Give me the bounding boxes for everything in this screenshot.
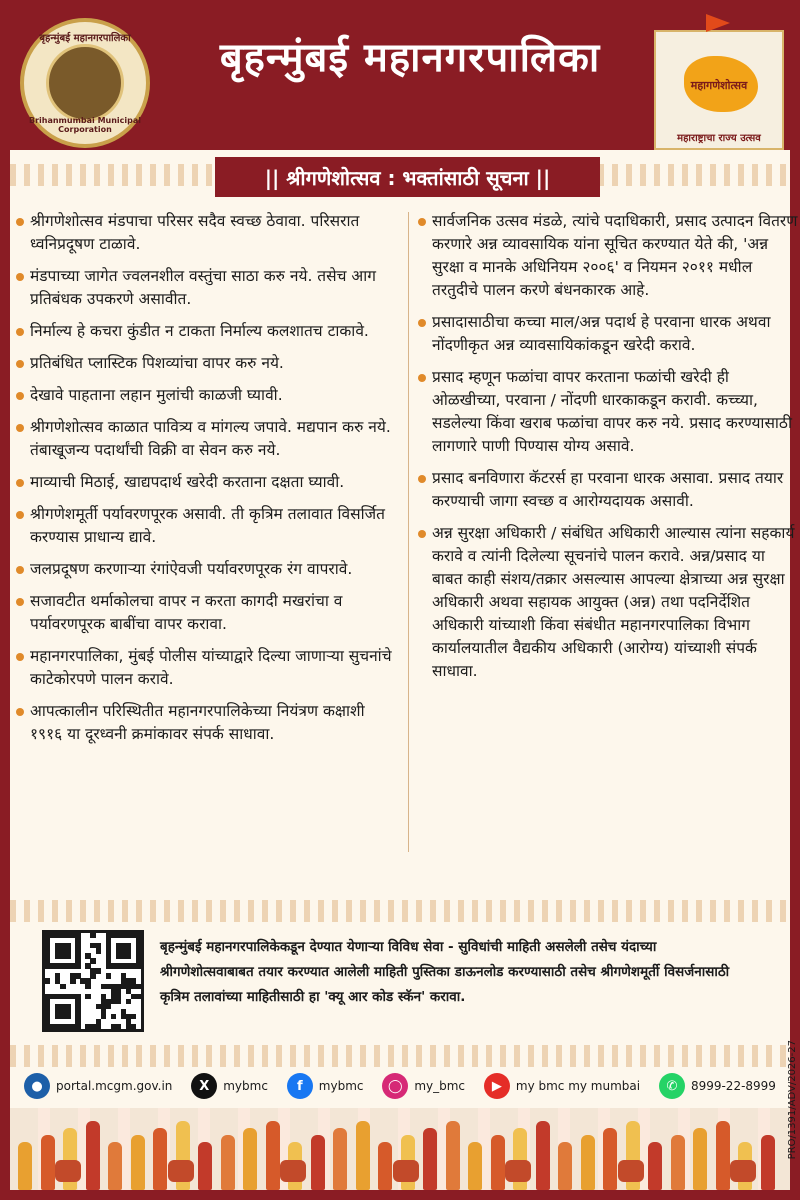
dhol-drum-icon bbox=[55, 1160, 81, 1182]
youtube-link[interactable] bbox=[484, 1073, 640, 1099]
facebook-link[interactable] bbox=[287, 1073, 364, 1099]
qr-module bbox=[106, 1004, 111, 1009]
qr-module bbox=[106, 973, 111, 978]
decorative-border bbox=[10, 1045, 790, 1067]
instagram-link[interactable] bbox=[382, 1073, 465, 1099]
notice-item: प्रसाद बनविणारा कॅटरर्स हा परवाना धारक असावा. प्रसाद तयार करण्याची जागा स्वच्छ व आरोग्यदायक असावी. bbox=[418, 467, 800, 513]
qr-module bbox=[136, 994, 141, 999]
notice-item: सार्वजनिक उत्सव मंडळे, त्यांचे पदाधिकारी, प्रसाद उत्पादन वितरण करणारे अन्न व्यावसायिक यांना सूचित करण्यात येते की, 'अन्न सुरक्षा व मानके अधिनियम २००६' व नियमन २०११ मधील तरतुदीचे पालन करणे बंधनकारक आहे. bbox=[418, 210, 800, 302]
notice-item: श्रीगणेशोत्सव काळात पावित्र्य व मांगल्य जपावे. मद्यपान करु नये. तंबाखूजन्य पदार्थांची विक्री वा सेवन करु नये. bbox=[16, 416, 398, 462]
column-divider bbox=[408, 212, 409, 852]
fest-logo-tagline: महाराष्ट्राचा राज्य उत्सव bbox=[677, 133, 761, 144]
qr-module bbox=[96, 968, 101, 973]
qr-module bbox=[65, 953, 70, 958]
dancer-figure bbox=[536, 1121, 550, 1190]
notice-item: महानगरपालिका, मुंबई पोलीस यांच्याद्वारे दिल्या जाणाऱ्या सुचनांचे काटेकोरपणे पालन करावे. bbox=[16, 645, 398, 691]
left-list bbox=[16, 210, 398, 746]
dancer-figure bbox=[153, 1128, 167, 1190]
dancer-figure bbox=[41, 1135, 55, 1190]
emblem-shield-icon bbox=[46, 44, 124, 122]
ganeshotsav-logo bbox=[654, 30, 784, 150]
dancer-figure bbox=[693, 1128, 707, 1190]
qr-module bbox=[126, 999, 131, 1004]
notice-item: देखावे पाहताना लहान मुलांची काळजी घ्यावी. bbox=[16, 384, 398, 407]
right-column bbox=[418, 210, 800, 692]
youtube-label: my bmc my mumbai bbox=[515, 1079, 641, 1093]
dhol-drum-icon bbox=[505, 1160, 531, 1182]
emblem-bottom-text: Brihanmumbai Municipal Corporation bbox=[28, 116, 142, 134]
qr-module bbox=[136, 984, 141, 989]
qr-module bbox=[75, 1024, 80, 1029]
dancer-figure bbox=[648, 1142, 662, 1190]
dancer-figure bbox=[558, 1142, 572, 1190]
qr-section bbox=[30, 925, 770, 1040]
qr-module bbox=[126, 953, 131, 958]
whatsapp-link[interactable] bbox=[659, 1073, 776, 1099]
qr-module bbox=[60, 984, 65, 989]
notice-item: श्रीगणेशोत्सव मंडपाचा परिसर सदैव स्वच्छ ठेवावा. परिसरात ध्वनिप्रदूषण टाळावे. bbox=[16, 210, 398, 256]
qr-module bbox=[90, 973, 95, 978]
facebook-icon: f bbox=[287, 1073, 313, 1099]
qr-module bbox=[111, 1014, 116, 1019]
notice-title: || श्रीगणेशोत्सव : भक्तांसाठी सूचना || bbox=[215, 157, 600, 197]
x-label: mybmc bbox=[223, 1079, 268, 1093]
dancer-figure bbox=[198, 1142, 212, 1190]
portal-label: portal.mcgm.gov.in bbox=[56, 1079, 173, 1093]
portal-link[interactable] bbox=[24, 1073, 172, 1099]
qr-module bbox=[96, 1024, 101, 1029]
qr-module bbox=[65, 1014, 70, 1019]
qr-module bbox=[101, 1014, 106, 1019]
dancer-figure bbox=[491, 1135, 505, 1190]
dancer-figure bbox=[333, 1128, 347, 1190]
right-list bbox=[418, 210, 800, 683]
qr-module bbox=[136, 963, 141, 968]
notice-item: आपत्कालीन परिस्थितीत महानगरपालिकेच्या नियंत्रण कक्षाशी १९१६ या दूरध्वनी क्रमांकावर संपर्क साधावा. bbox=[16, 700, 398, 746]
qr-code[interactable] bbox=[42, 930, 144, 1032]
whatsapp-icon: ✆ bbox=[659, 1073, 685, 1099]
dancer-figure bbox=[356, 1121, 370, 1190]
dhol-drum-icon bbox=[730, 1160, 756, 1182]
dancer-figure bbox=[108, 1142, 122, 1190]
notice-item: मंडपाच्या जागेत ज्वलनशील वस्तुंचा साठा करु नये. तसेच आग प्रतिबंधक उपकरणे असावीत. bbox=[16, 265, 398, 311]
dancer-figure bbox=[446, 1121, 460, 1190]
notice-item: माव्याची मिठाई, खाद्यपदार्थ खरेदी करताना दक्षता घ्यावी. bbox=[16, 471, 398, 494]
publication-code: PRO/1391/ADV/2026-27 bbox=[787, 1040, 798, 1160]
notice-item: प्रसादासाठीचा कच्चा माल/अन्न पदार्थ हे परवाना धारक अथवा नोंदणीकृत अन्न व्यावसायिकांकडून खरेदी करावे. bbox=[418, 311, 800, 357]
whatsapp-label: 8999-22-8999 bbox=[690, 1079, 776, 1093]
dhol-drum-icon bbox=[393, 1160, 419, 1182]
fest-logo-name: महागणेशोत्सव bbox=[690, 79, 748, 92]
x-icon: X bbox=[191, 1073, 217, 1099]
decorative-border bbox=[10, 900, 790, 922]
dancer-figure bbox=[716, 1121, 730, 1190]
globe-icon: ● bbox=[24, 1073, 50, 1099]
dancer-figure bbox=[311, 1135, 325, 1190]
qr-module bbox=[70, 978, 75, 983]
qr-module bbox=[96, 948, 101, 953]
social-bar bbox=[20, 1068, 780, 1104]
dancer-figure bbox=[468, 1142, 482, 1190]
qr-module bbox=[90, 933, 95, 938]
dancer-figure bbox=[266, 1121, 280, 1190]
qr-description: बृहन्मुंबई महानगरपालिकेकडून देण्यात येणाऱ्या विविध सेवा - सुविधांची माहिती असलेली तसेच यंदाच्या श्रीगणेशोत्सवाबाबत तयार करण्यात आलेली माहिती पुस्तिका डाऊनलोड करण्यासाठी तसेच श्रीगणेशमूर्ती विसर्जनासाठी कृत्रिम तलावांच्या माहितीसाठी हा 'क्यू आर कोड स्कॅन' करावा. bbox=[160, 939, 730, 1005]
dancer-figure bbox=[423, 1128, 437, 1190]
qr-module bbox=[85, 984, 90, 989]
dancer-figure bbox=[378, 1142, 392, 1190]
dancer-figure bbox=[131, 1135, 145, 1190]
procession-illustration bbox=[10, 1108, 790, 1190]
qr-module bbox=[45, 978, 50, 983]
qr-module bbox=[90, 958, 95, 963]
instagram-icon: ◯ bbox=[382, 1073, 408, 1099]
qr-module bbox=[131, 1014, 136, 1019]
flag-icon bbox=[706, 14, 730, 32]
notice-item: निर्माल्य हे कचरा कुंडीत न टाकता निर्माल्य कलशातच टाकावे. bbox=[16, 320, 398, 343]
dancer-figure bbox=[18, 1142, 32, 1190]
youtube-icon: ▶ bbox=[484, 1073, 510, 1099]
qr-module bbox=[116, 999, 121, 1004]
dancer-figure bbox=[243, 1128, 257, 1190]
page-title: बृहन्मुंबई महानगरपालिका bbox=[219, 35, 601, 81]
notice-item: अन्न सुरक्षा अधिकारी / संबंधित अधिकारी आल्यास त्यांना सहकार्य करावे व त्यांनी दिलेल्या सूचनांचे पालन करावे. अन्न/प्रसाद या बाबत काही संशय/तक्रार असल्यास आपल्या क्षेत्राच्या अन्न सुरक्षा अधिकारी अथवा सहायक आयुक्त (अन्न) तथा पदनिर्देशित अधिकारी यांच्याशी किंवा संबंधीत महानगरपालिका विभाग कार्यालयातील वैद्यकीय अधिकारी (आरोग्य) यांच्याशी संपर्क साधावा. bbox=[418, 522, 800, 683]
notice-item: प्रतिबंधित प्लास्टिक पिशव्यांचा वापर करु नये. bbox=[16, 352, 398, 375]
instagram-label: my_bmc bbox=[414, 1079, 466, 1093]
notice-item: प्रसाद म्हणून फळांचा वापर करताना फळांची खरेदी ही ओळखीच्या, परवाना / नोंदणी धारकाकडून करावी. कच्च्या, सडलेल्या किंवा खराब फळांचा वापर करु नये. प्रसाद करण्यासाठी लागणारे पाणी पिण्यास योग्य असावे. bbox=[418, 366, 800, 458]
x-link[interactable] bbox=[191, 1073, 268, 1099]
dancer-figure bbox=[603, 1128, 617, 1190]
facebook-label: mybmc bbox=[318, 1079, 364, 1093]
notice-item: जलप्रदूषण करणाऱ्या रंगांऐवजी पर्यावरणपूरक रंग वापरावे. bbox=[16, 558, 398, 581]
qr-module bbox=[131, 1024, 136, 1029]
notice-item: सजावटीत थर्माकोलचा वापर न करता कागदी मखरांचा व पर्यावरणपूरक बाबींचा वापर करावा. bbox=[16, 590, 398, 636]
dhol-drum-icon bbox=[618, 1160, 644, 1182]
emblem-top-text: बृहन्मुंबई महानगरपालिका bbox=[39, 33, 131, 44]
header bbox=[0, 0, 800, 150]
bmc-emblem-logo bbox=[20, 18, 150, 148]
dancer-figure bbox=[761, 1135, 775, 1190]
dancer-figure bbox=[671, 1135, 685, 1190]
dancer-figure bbox=[581, 1135, 595, 1190]
dhol-drum-icon bbox=[168, 1160, 194, 1182]
qr-module bbox=[85, 994, 90, 999]
dhol-drum-icon bbox=[280, 1160, 306, 1182]
qr-module bbox=[75, 963, 80, 968]
left-column bbox=[16, 210, 398, 755]
dancer-figure bbox=[86, 1121, 100, 1190]
qr-module bbox=[116, 1024, 121, 1029]
dancer-figure bbox=[221, 1135, 235, 1190]
notice-item: श्रीगणेशमूर्ती पर्यावरणपूरक असावी. ती कृत्रिम तलावात विसर्जित करण्यास प्राधान्य द्यावे. bbox=[16, 503, 398, 549]
notice-columns bbox=[16, 210, 798, 890]
